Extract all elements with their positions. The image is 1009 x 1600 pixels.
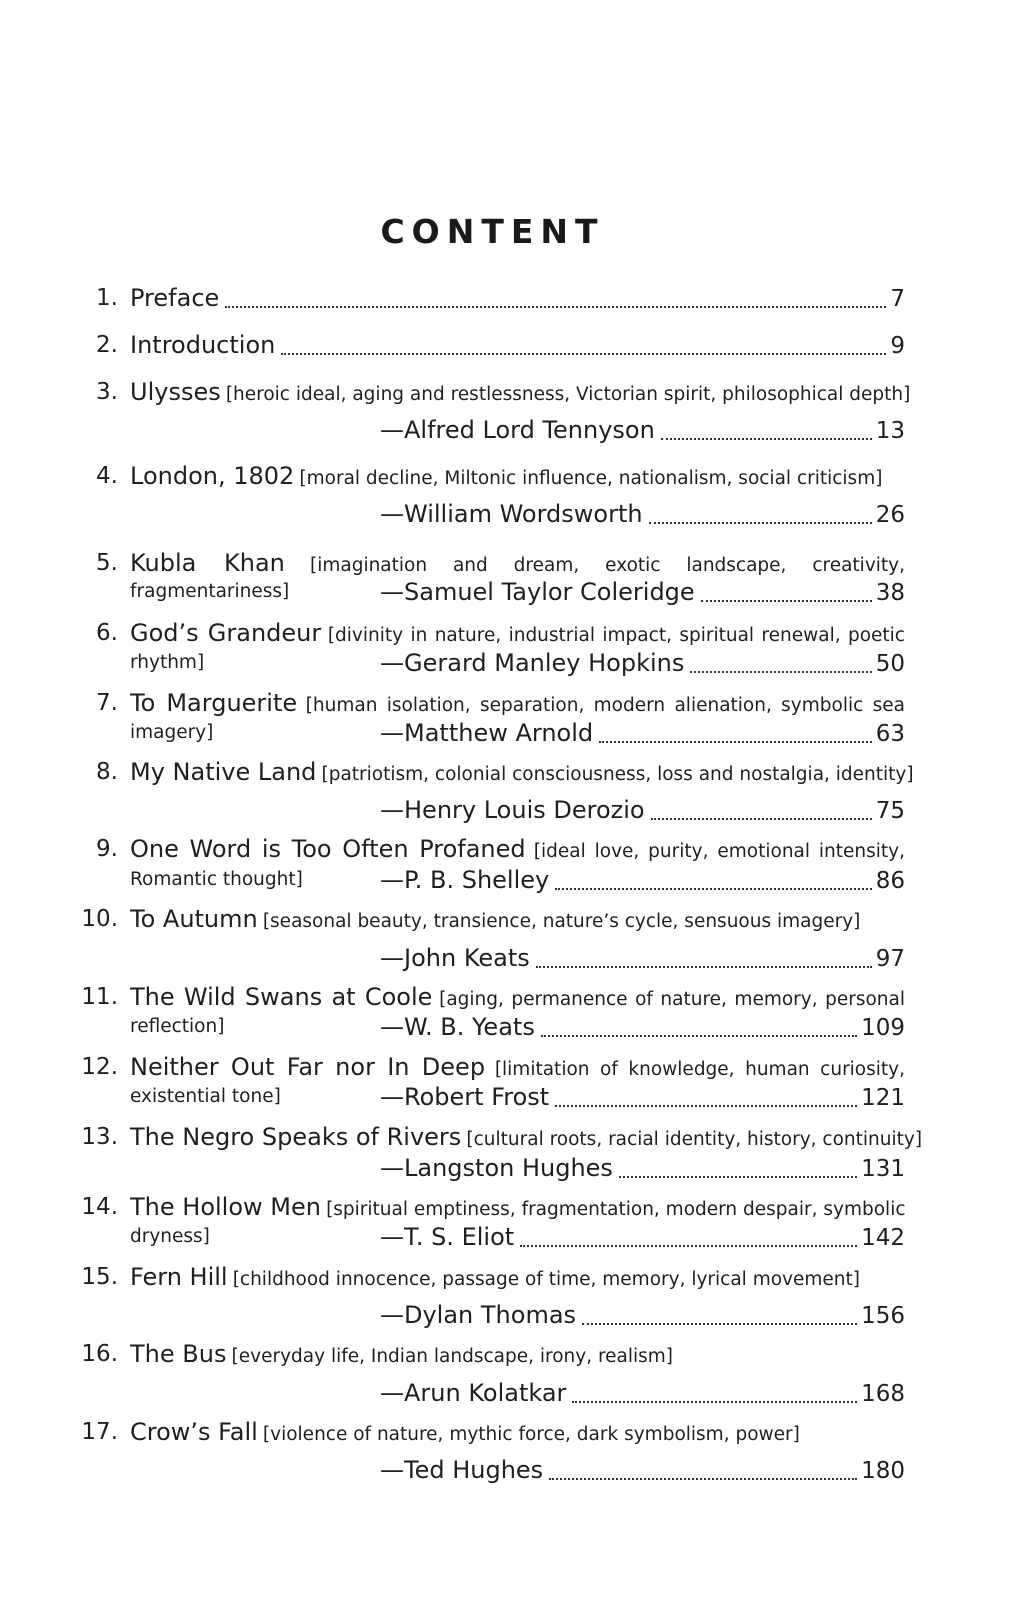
dot-leader xyxy=(690,671,871,673)
entry-author: —William Wordsworth xyxy=(380,500,643,528)
entry-leader-row xyxy=(380,792,905,829)
entry-author: —Gerard Manley Hopkins xyxy=(380,649,685,677)
entry-leader-row xyxy=(380,862,905,899)
page-number: 63 xyxy=(875,721,905,747)
page-number: 142 xyxy=(861,1225,905,1251)
entry-number: 14. xyxy=(81,1194,118,1220)
page-number: 13 xyxy=(875,418,905,444)
toc-entry-line xyxy=(0,1259,1009,1295)
page-number: 109 xyxy=(861,1015,905,1041)
entry-leader-row xyxy=(380,496,905,533)
dot-leader xyxy=(536,966,872,968)
entry-leader-row xyxy=(380,412,905,449)
entry-author: —Ted Hughes xyxy=(380,1456,544,1484)
entry-title: London, 1802 xyxy=(130,462,295,490)
entry-keywords: [spiritual emptiness, fragmentation, modern despair, symbolic xyxy=(326,1199,906,1220)
entry-author: —Alfred Lord Tennyson xyxy=(380,416,655,444)
page-number: 180 xyxy=(861,1458,905,1484)
entry-keywords: [aging, permanence of nature, memory, personal xyxy=(439,989,905,1010)
page-number: 86 xyxy=(875,868,905,894)
toc-entry-line xyxy=(0,1297,1009,1333)
dot-leader xyxy=(701,600,872,602)
entry-heading xyxy=(130,1259,905,1298)
toc-entry-line xyxy=(0,1079,1009,1115)
entry-heading xyxy=(130,901,905,940)
toc-entry-line xyxy=(0,1219,1009,1255)
entry-title: Fern Hill xyxy=(130,1263,228,1291)
entry-keywords: [divinity in nature, industrial impact, spiritual renewal, poetic xyxy=(327,625,905,646)
toc-entry-line xyxy=(0,862,1009,898)
entry-leader-row xyxy=(130,280,905,317)
toc-entry-line xyxy=(0,458,1009,494)
entry-leader-row xyxy=(380,574,905,611)
entry-author: —Henry Louis Derozio xyxy=(380,796,645,824)
page-number: 156 xyxy=(861,1303,905,1329)
entry-keywords: [childhood innocence, passage of time, memory, lyrical movement] xyxy=(232,1269,860,1290)
entry-title: To Marguerite xyxy=(130,689,298,717)
page-number: 38 xyxy=(875,580,905,606)
entry-number: 4. xyxy=(96,463,118,489)
dot-leader xyxy=(541,1035,857,1037)
entry-keywords: [violence of nature, mythic force, dark symbolism, power] xyxy=(262,1424,800,1445)
entry-keywords: [patriotism, colonial consciousness, loss and nostalgia, identity] xyxy=(321,764,914,785)
entry-author: —W. B. Yeats xyxy=(380,1013,535,1041)
entry-title: The Hollow Men xyxy=(130,1193,321,1221)
dot-leader xyxy=(281,353,886,355)
toc-entry-line xyxy=(0,1150,1009,1186)
entry-number: 3. xyxy=(96,379,118,405)
dot-leader xyxy=(572,1401,857,1403)
dot-leader xyxy=(599,741,872,743)
toc-entry-line xyxy=(0,901,1009,937)
entry-leader-row xyxy=(380,1219,905,1256)
toc-entry-line xyxy=(0,1336,1009,1372)
toc-entry-line xyxy=(0,496,1009,532)
entry-number: 1. xyxy=(96,285,118,311)
entry-author: —Langston Hughes xyxy=(380,1154,613,1182)
page-number: 121 xyxy=(861,1085,905,1111)
toc-entry-line xyxy=(0,1375,1009,1411)
entry-title: Ulysses xyxy=(130,378,221,406)
entry-keywords-cont: reflection] xyxy=(130,1016,225,1037)
entry-heading xyxy=(130,458,905,497)
entry-keywords: [moral decline, Miltonic influence, nationalism, social criticism] xyxy=(299,468,883,489)
entry-author: —Matthew Arnold xyxy=(380,719,594,747)
dot-leader xyxy=(582,1323,857,1325)
dot-leader xyxy=(649,522,872,524)
entry-title: Introduction xyxy=(130,331,276,359)
entry-leader-row xyxy=(380,715,905,752)
entry-heading xyxy=(130,1336,905,1375)
entry-leader-row xyxy=(380,1079,905,1116)
entry-author: —Robert Frost xyxy=(380,1083,550,1111)
entry-title: To Autumn xyxy=(130,905,258,933)
entry-heading xyxy=(130,374,911,413)
dot-leader xyxy=(520,1245,857,1247)
entry-leader-row xyxy=(380,1297,905,1334)
entry-author: —Arun Kolatkar xyxy=(380,1379,567,1407)
page-number: 97 xyxy=(875,946,905,972)
entry-title: The Negro Speaks of Rivers xyxy=(130,1123,462,1151)
entry-keywords: [ideal love, purity, emotional intensity, xyxy=(533,841,905,862)
entry-author: —Dylan Thomas xyxy=(380,1301,577,1329)
entry-leader-row xyxy=(380,1150,905,1187)
entry-number: 9. xyxy=(96,836,118,862)
toc-entry-line xyxy=(0,374,1009,410)
entry-number: 6. xyxy=(96,620,118,646)
dot-leader xyxy=(661,438,872,440)
entry-keywords-cont: imagery] xyxy=(130,722,214,743)
toc-entry-line xyxy=(0,327,1009,363)
entry-author: —T. S. Eliot xyxy=(380,1223,515,1251)
entry-number: 17. xyxy=(81,1419,118,1445)
entry-keywords: [human isolation, separation, modern alienation, symbolic sea xyxy=(305,695,905,716)
entry-keywords: [everyday life, Indian landscape, irony, realism] xyxy=(231,1346,674,1367)
entry-keywords-cont: rhythm] xyxy=(130,652,205,673)
entry-leader-row xyxy=(380,1009,905,1046)
entry-leader-row xyxy=(380,1375,905,1412)
entry-heading xyxy=(130,1414,905,1453)
entry-number: 8. xyxy=(96,759,118,785)
entry-title: God’s Grandeur xyxy=(130,619,322,647)
page-number: 168 xyxy=(861,1381,905,1407)
page-number: 9 xyxy=(890,333,905,359)
entry-number: 15. xyxy=(81,1264,118,1290)
toc-entry-line xyxy=(0,574,1009,610)
dot-leader xyxy=(619,1176,857,1178)
entry-keywords: [imagination and dream, exotic landscape, creativity, xyxy=(309,555,905,576)
entry-keywords-cont: fragmentariness] xyxy=(130,581,290,602)
page-number: 26 xyxy=(875,502,905,528)
entry-number: 5. xyxy=(96,550,118,576)
entry-title: The Wild Swans at Coole xyxy=(130,983,433,1011)
entry-leader-row xyxy=(380,645,905,682)
entry-title: Crow’s Fall xyxy=(130,1418,258,1446)
toc-entry-line xyxy=(0,715,1009,751)
entry-number: 13. xyxy=(81,1124,118,1150)
dot-leader xyxy=(651,818,872,820)
entry-number: 12. xyxy=(81,1054,118,1080)
page-number: 7 xyxy=(890,286,905,312)
toc-entry-line xyxy=(0,1452,1009,1488)
entry-title: My Native Land xyxy=(130,758,317,786)
entry-title: One Word is Too Often Profaned xyxy=(130,835,526,863)
entry-number: 2. xyxy=(96,332,118,358)
entry-leader-row xyxy=(130,327,905,364)
entry-author: —Samuel Taylor Coleridge xyxy=(380,578,695,606)
dot-leader xyxy=(555,888,871,890)
entry-heading xyxy=(130,754,914,793)
dot-leader xyxy=(555,1105,857,1107)
entry-title: Neither Out Far nor In Deep xyxy=(130,1053,486,1081)
toc-entry-line xyxy=(0,1009,1009,1045)
page-title: CONTENT xyxy=(380,212,605,251)
entry-keywords: [cultural roots, racial identity, history, continuity] xyxy=(466,1129,923,1150)
entry-keywords-cont: Romantic thought] xyxy=(130,869,303,890)
entry-keywords: [heroic ideal, aging and restlessness, Victorian spirit, philosophical depth] xyxy=(225,384,911,405)
entry-leader-row xyxy=(380,940,905,977)
dot-leader xyxy=(549,1478,857,1480)
entry-keywords-cont: dryness] xyxy=(130,1226,210,1247)
toc-entry-line xyxy=(0,280,1009,316)
toc-entry-line xyxy=(0,940,1009,976)
entry-number: 10. xyxy=(81,906,118,932)
entry-author: —John Keats xyxy=(380,944,530,972)
toc-entry-line xyxy=(0,754,1009,790)
entry-keywords: [seasonal beauty, transience, nature’s cycle, sensuous imagery] xyxy=(262,911,861,932)
entry-title: Kubla Khan xyxy=(130,549,285,577)
entry-number: 7. xyxy=(96,690,118,716)
toc-entry-line xyxy=(0,1414,1009,1450)
entry-author: —P. B. Shelley xyxy=(380,866,550,894)
entry-number: 11. xyxy=(81,984,118,1010)
page-number: 131 xyxy=(861,1156,905,1182)
entry-keywords: [limitation of knowledge, human curiosity, xyxy=(494,1059,905,1080)
page-number: 75 xyxy=(875,798,905,824)
toc-entry-line xyxy=(0,645,1009,681)
entry-keywords-cont: existential tone] xyxy=(130,1086,281,1107)
toc-entry-line xyxy=(0,412,1009,448)
dot-leader xyxy=(225,306,886,308)
entry-leader-row xyxy=(380,1452,905,1489)
toc-entry-line xyxy=(0,792,1009,828)
entry-title: The Bus xyxy=(130,1340,227,1368)
entry-title: Preface xyxy=(130,284,220,312)
entry-number: 16. xyxy=(81,1341,118,1367)
page-number: 50 xyxy=(875,651,905,677)
